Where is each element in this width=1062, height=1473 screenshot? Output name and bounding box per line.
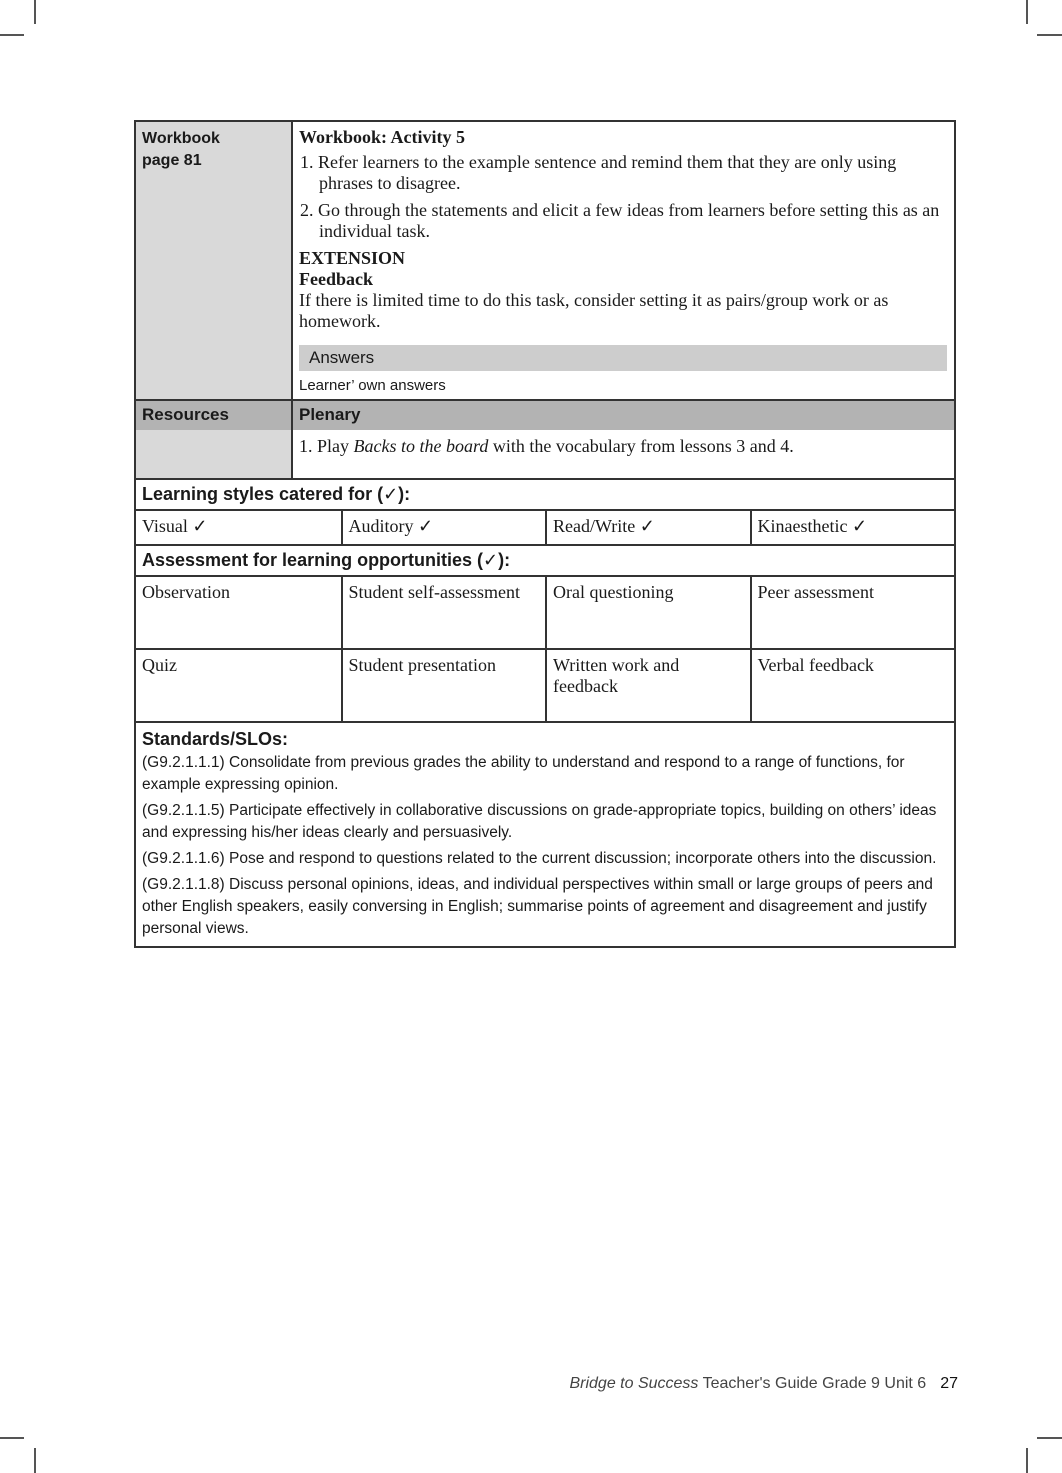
crop-mark — [34, 0, 36, 24]
crop-mark — [34, 1448, 36, 1473]
workbook-side-label — [136, 122, 293, 399]
resources-cell — [136, 430, 293, 478]
instruction-item — [299, 200, 948, 242]
learning-style-read-write: Read/Write ✓ — [545, 511, 750, 544]
answers-heading: Answers — [299, 345, 947, 371]
feedback-text: If there is limited time to do this task, consider setting it as pairs/group work or as homework. — [299, 290, 889, 331]
game-name: Backs to the board — [353, 436, 489, 456]
workbook-content — [293, 122, 954, 399]
extension-heading: EXTENSION — [299, 248, 406, 268]
standard-item: (G9.2.1.1.5) Participate effectively in collaborative discussions on grade-appropriate topics, building on others’ ideas and expressing his/her ideas clearly and persuasively. — [142, 802, 937, 841]
lesson-plan-table — [134, 120, 956, 948]
assessment-cell: Written work and feedback — [545, 650, 750, 721]
learning-styles-row — [136, 509, 954, 544]
learning-style-visual: Visual ✓ — [142, 516, 208, 536]
standard-item: (G9.2.1.1.1) Consolidate from previous grades the ability to understand and respond to a range of functions, for example expressing opinion. — [142, 754, 905, 793]
book-title: Bridge to Success — [569, 1375, 699, 1392]
crop-mark — [1037, 1437, 1062, 1439]
crop-mark — [0, 1437, 24, 1439]
assessment-heading: Assessment for learning opportunities (✓): — [136, 544, 954, 575]
standard-item: (G9.2.1.1.8) Discuss personal opinions, ideas, and individual perspectives within small or large groups of peers and other English speakers, easily conversing in English; summarise points of agreement and disagreement and justify personal views. — [142, 876, 933, 937]
item-text: Go through the statements and elicit a few ideas from learners before setting this as an individual task. — [318, 200, 940, 241]
instruction-item — [299, 152, 948, 194]
assessment-cell: Oral questioning — [545, 577, 750, 648]
assessment-cell: Student presentation — [341, 650, 546, 721]
crop-mark — [0, 34, 24, 36]
activity-title: Workbook: Activity 5 — [299, 127, 466, 147]
crop-mark — [1026, 0, 1028, 24]
assessment-cell: Student self-assessment — [341, 577, 546, 648]
resources-heading: Resources — [136, 401, 293, 430]
assessment-cell: Peer assessment — [750, 577, 955, 648]
assessment-cell: Verbal feedback — [750, 650, 955, 721]
crop-mark — [1037, 34, 1062, 36]
workbook-page-label: page 81 — [142, 152, 202, 169]
plenary-heading: Plenary — [299, 405, 361, 424]
plenary-rest: with the vocabulary from lessons 3 and 4. — [488, 436, 794, 456]
workbook-label: Workbook — [142, 130, 220, 147]
page-number: 27 — [940, 1375, 958, 1392]
plenary-number: 1. Play — [299, 436, 354, 456]
item-text: Refer learners to the example sentence and remind them that they are only using phrases to disagree. — [318, 152, 897, 193]
assessment-cell: Quiz — [142, 655, 177, 675]
assessment-row — [136, 648, 954, 721]
page-footer — [569, 1375, 958, 1393]
resources-body-row — [136, 430, 954, 478]
standards-list — [136, 752, 954, 946]
footer-subtitle: Teacher's Guide Grade 9 Unit 6 — [698, 1375, 927, 1392]
standards-heading: Standards/SLOs: — [136, 721, 954, 752]
answers-text: Learner’ own answers — [299, 377, 446, 394]
learning-style-kinaesthetic: Kinaesthetic ✓ — [750, 511, 955, 544]
learning-style-auditory: Auditory ✓ — [341, 511, 546, 544]
assessment-row — [136, 575, 954, 648]
item-number: 2. — [300, 200, 314, 220]
learning-styles-heading: Learning styles catered for (✓): — [136, 478, 954, 509]
crop-mark — [1026, 1448, 1028, 1473]
resources-header-row — [136, 399, 954, 430]
item-number: 1. — [300, 152, 314, 172]
plenary-text — [293, 430, 954, 478]
standard-item: (G9.2.1.1.6) Pose and respond to questions related to the current discussion; incorporate others into the discussion. — [142, 850, 937, 867]
assessment-cell: Observation — [142, 582, 230, 602]
workbook-row — [136, 122, 954, 399]
feedback-heading: Feedback — [299, 269, 373, 289]
